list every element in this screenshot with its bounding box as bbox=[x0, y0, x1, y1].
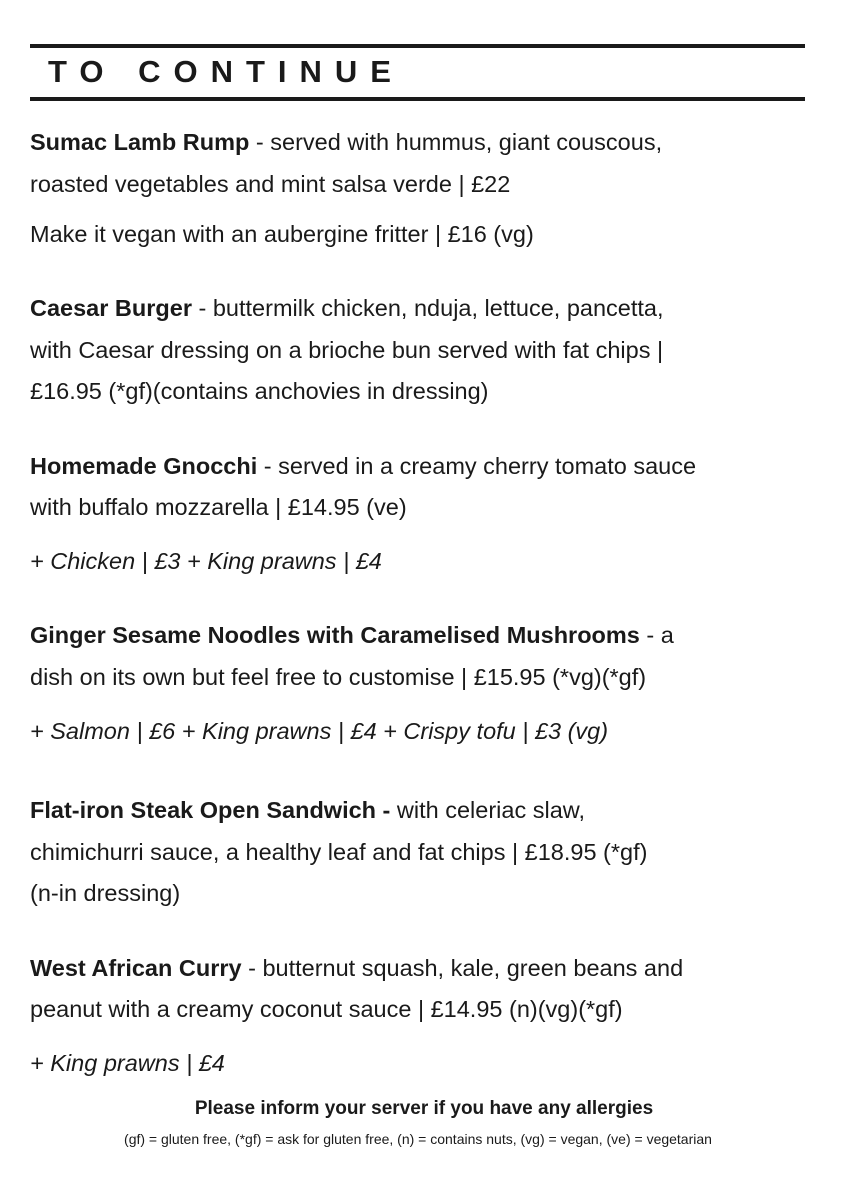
sumac-line-1 bbox=[30, 127, 662, 157]
dietary-key: (gf) = gluten free, (*gf) = ask for gluten free, (n) = contains nuts, (vg) = vegan, (ve) = vegetarian bbox=[124, 1131, 712, 1147]
noodles-desc-1: - a bbox=[639, 622, 674, 648]
curry-line-1 bbox=[30, 953, 683, 983]
curry-name: West African Curry bbox=[30, 955, 242, 981]
sumac-line-2: roasted vegetables and mint salsa verde | £22 bbox=[30, 171, 511, 197]
caesar-line-3: £16.95 (*gf)(contains anchovies in dressing) bbox=[30, 378, 489, 404]
curry-line-2: peanut with a creamy coconut sauce | £14.95 (n)(vg)(*gf) bbox=[30, 996, 623, 1022]
curry-addons bbox=[30, 1048, 225, 1078]
sumac-desc-1: - served with hummus, giant couscous, bbox=[249, 129, 663, 155]
gnocchi-desc-1: - served in a creamy cherry tomato sauce bbox=[257, 453, 697, 479]
sumac-name: Sumac Lamb Rump bbox=[30, 129, 250, 155]
top-rule bbox=[30, 44, 805, 48]
caesar-name: Caesar Burger bbox=[30, 295, 192, 321]
allergy-note: Please inform your server if you have any allergies bbox=[194, 1098, 654, 1119]
noodles-addons-text: + Salmon | £6 + King prawns | £4 + Crispy tofu | £3 (vg) bbox=[30, 718, 609, 744]
section-heading: TO CONTINUE bbox=[48, 54, 404, 89]
steak-desc-1: with celeriac slaw, bbox=[390, 797, 585, 823]
curry-desc-1: - butternut squash, kale, green beans and bbox=[241, 955, 684, 981]
gnocchi-addons-text: + Chicken | £3 + King prawns | £4 bbox=[30, 548, 382, 574]
noodles-name: Ginger Sesame Noodles with Caramelised Mushrooms bbox=[30, 622, 640, 648]
sumac-vegan-option: Make it vegan with an aubergine fritter | £16 (vg) bbox=[30, 221, 534, 247]
curry-addons-text: + King prawns | £4 bbox=[30, 1050, 225, 1076]
caesar-line-2: with Caesar dressing on a brioche bun served with fat chips | bbox=[30, 337, 664, 363]
noodles-line-1 bbox=[30, 620, 674, 650]
gnocchi-line-1 bbox=[30, 451, 696, 481]
heading-underline bbox=[30, 97, 805, 101]
steak-line-1 bbox=[30, 795, 585, 825]
gnocchi-line-2: with buffalo mozzarella | £14.95 (ve) bbox=[30, 494, 407, 520]
steak-line-3: (n-in dressing) bbox=[30, 880, 181, 906]
gnocchi-name: Homemade Gnocchi bbox=[30, 453, 258, 479]
noodles-addons bbox=[30, 716, 608, 746]
noodles-line-2: dish on its own but feel free to customise | £15.95 (*vg)(*gf) bbox=[30, 664, 647, 690]
gnocchi-addons bbox=[30, 546, 382, 576]
caesar-desc-1: - buttermilk chicken, nduja, lettuce, pancetta, bbox=[191, 295, 664, 321]
caesar-line-1 bbox=[30, 293, 664, 323]
steak-name: Flat-iron Steak Open Sandwich - bbox=[30, 797, 391, 823]
steak-line-2: chimichurri sauce, a healthy leaf and fat chips | £18.95 (*gf) bbox=[30, 839, 648, 865]
